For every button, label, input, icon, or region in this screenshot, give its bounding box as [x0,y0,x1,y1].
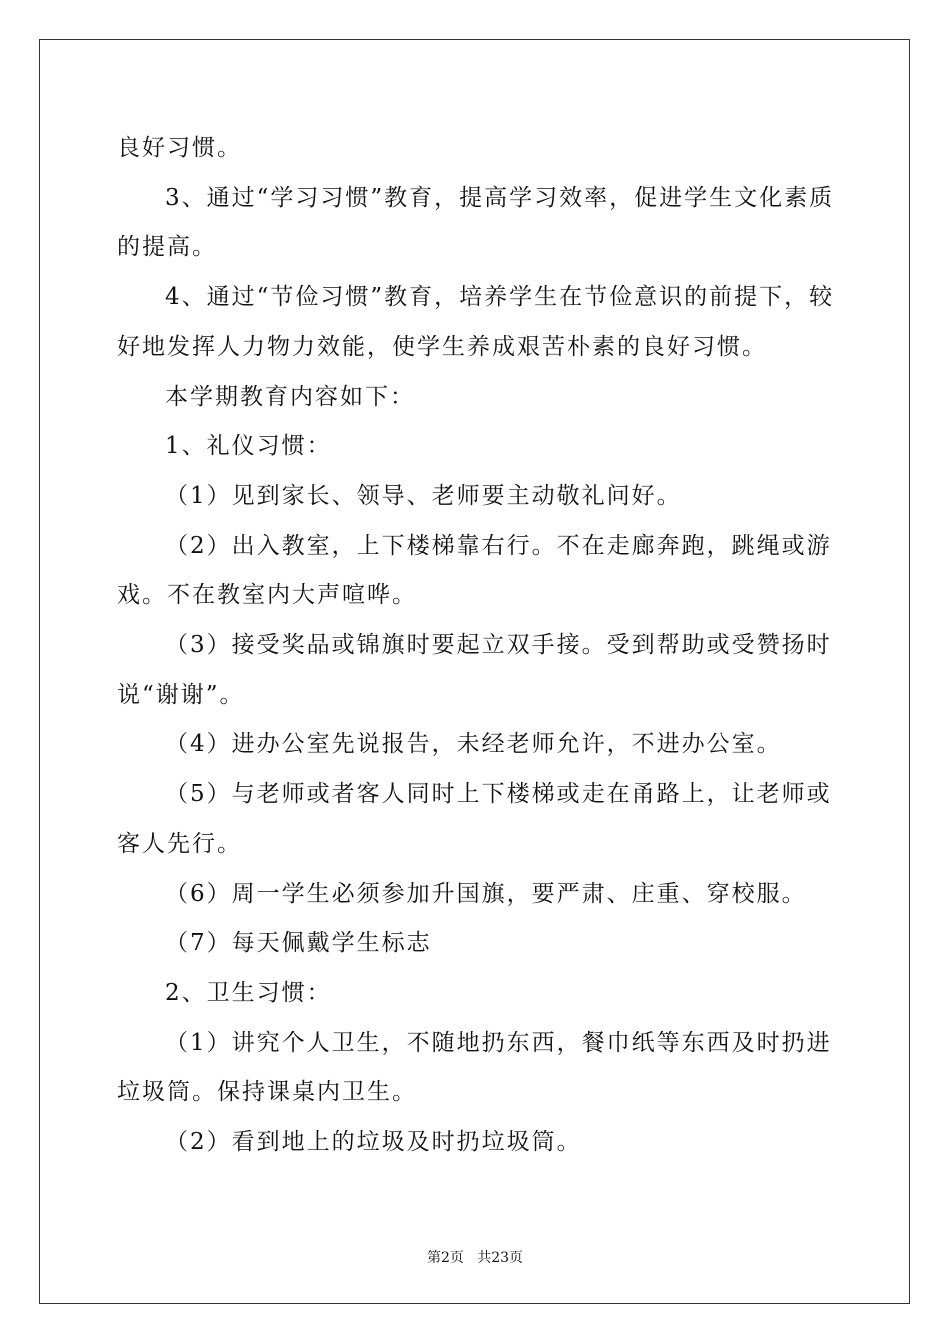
list-item: （6）周一学生必须参加升国旗，要严肃、庄重、穿校服。 [165,880,807,907]
paragraph-3: 4、通过“节俭习惯”教育，培养学生在节俭意识的前提下，较好地发挥人力物力效能，使学生养成艰苦朴素的良好习惯。 [117,284,835,360]
list-item: （5）与老师或者客人同时上下楼梯或走在甬路上，让老师或客人先行。 [117,781,832,857]
list-item: （1）见到家长、领导、老师要主动敬礼问好。 [165,482,682,509]
paragraph-2: 3、通过“学习习惯”教育，提高学习效率，促进学生文化素质的提高。 [117,184,835,261]
page-footer: 第2页 共23页 [426,1250,524,1266]
paragraph-4: 本学期教育内容如下： [165,383,415,410]
section-heading-hygiene: 2、卫生习惯： [165,979,332,1006]
section-heading-etiquette: 1、礼仪习惯： [165,433,332,460]
paragraph-1: 良好习惯。 [117,135,242,161]
document-body [117,124,842,1168]
list-item: （2）出入教室，上下楼梯靠右行。不在走廊奔跑，跳绳或游戏。不在教室内大声喧哗。 [117,532,832,609]
list-item: （1）讲究个人卫生，不随地扔东西，餐巾纸等东西及时扔进垃圾筒。保持课桌内卫生。 [117,1029,832,1106]
list-item: （4）进办公室先说报告，未经老师允许，不进办公室。 [165,731,782,758]
list-item: （2）看到地上的垃圾及时扔垃圾筒。 [165,1129,582,1156]
list-item: （3）接受奖品或锦旗时要起立双手接。受到帮助或受赞扬时说“谢谢”。 [117,632,832,708]
list-item: （7）每天佩戴学生标志 [165,930,432,957]
